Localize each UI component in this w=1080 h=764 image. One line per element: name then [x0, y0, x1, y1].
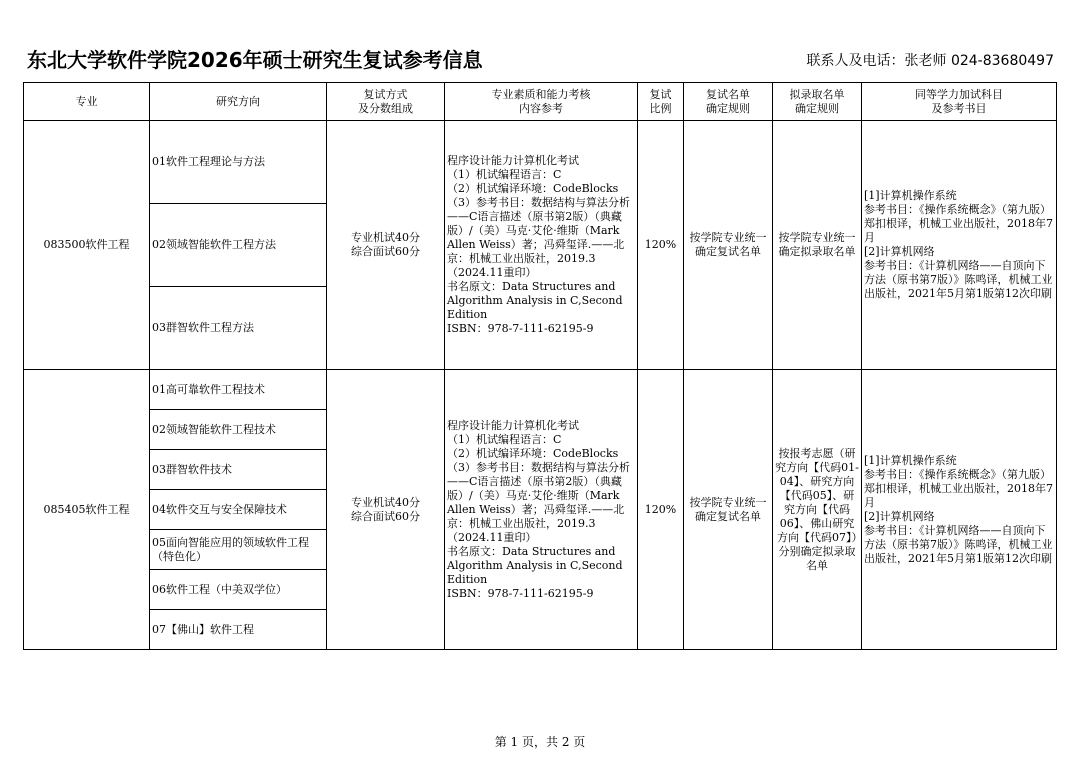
direction-cell: 04软件交互与安全保障技术: [150, 490, 327, 530]
extra-cell: [1]计算机操作系统 参考书目：《操作系统概念》（第九版）郑扣根译，机械工业出版社，2018年7月 [2]计算机网络 参考书目：《计算机网络——自顶向下方法（原书第7版）》陈鸣译，机械工业出版社，2021年5月第1版第12次印刷: [862, 370, 1057, 650]
method-cell: 专业机试40分 综合面试60分: [327, 370, 445, 650]
table-row: [24, 370, 1057, 410]
content-cell: 程序设计能力计算机化考试 （1）机试编程语言：C （2）机试编译环境：CodeBlocks （3）参考书目：数据结构与算法分析——C语言描述（原书第2版）（典藏版）/（美）马克·艾伦·维斯（Mark Allen Weiss）著；冯舜玺译.——北京：机械工业出版社，2019.3（2024.11重印） 书名原文：Data Structures and Algorithm Analysis in C,Second Edition ISBN：978-7-111-62195-9: [445, 121, 638, 370]
page-title: 东北大学软件学院2026年硕士研究生复试参考信息: [27, 48, 483, 72]
direction-cell: 03群智软件工程方法: [150, 287, 327, 370]
direction-cell: 03群智软件技术: [150, 450, 327, 490]
ratio-cell: 120%: [638, 370, 684, 650]
major-cell: 085405软件工程: [24, 370, 150, 650]
header-content: 专业素质和能力考核 内容参考: [445, 83, 638, 121]
admit-rule-cell: 按报考志愿（研究方向【代码01-04】、研究方向【代码05】、研究方向【代码06】、佛山研究方向【代码07】）分别确定拟录取名单: [773, 370, 862, 650]
direction-cell: 02领域智能软件工程技术: [150, 410, 327, 450]
page-footer: 第 1 页，共 2 页: [494, 735, 586, 749]
table-row: [24, 121, 1057, 204]
header-row: [24, 83, 1057, 121]
header-list-rule: 复试名单 确定规则: [684, 83, 773, 121]
list-rule-cell: 按学院专业统一确定复试名单: [684, 121, 773, 370]
content-cell: 程序设计能力计算机化考试 （1）机试编程语言：C （2）机试编译环境：CodeBlocks （3）参考书目：数据结构与算法分析——C语言描述（原书第2版）（典藏版）/（美）马克·艾伦·维斯（Mark Allen Weiss）著；冯舜玺译.——北京：机械工业出版社，2019.3（2024.11重印） 书名原文：Data Structures and Algorithm Analysis in C,Second Edition ISBN：978-7-111-62195-9: [445, 370, 638, 650]
direction-cell: 07【佛山】软件工程: [150, 610, 327, 650]
direction-cell: 01高可靠软件工程技术: [150, 370, 327, 410]
list-rule-cell: 按学院专业统一确定复试名单: [684, 370, 773, 650]
header-ratio: 复试 比例: [638, 83, 684, 121]
direction-cell: 06软件工程（中美双学位）: [150, 570, 327, 610]
ratio-cell: 120%: [638, 121, 684, 370]
header-major: 专业: [24, 83, 150, 121]
header-direction: 研究方向: [150, 83, 327, 121]
header-extra: 同等学力加试科目 及参考书目: [862, 83, 1057, 121]
admission-info-table: [23, 82, 1057, 650]
extra-cell: [1]计算机操作系统 参考书目：《操作系统概念》（第九版）郑扣根译，机械工业出版社，2018年7月 [2]计算机网络 参考书目：《计算机网络——自顶向下方法（原书第7版）》陈鸣译，机械工业出版社，2021年5月第1版第12次印刷: [862, 121, 1057, 370]
header-method: 复试方式 及分数组成: [327, 83, 445, 121]
direction-cell: 02领域智能软件工程方法: [150, 204, 327, 287]
method-cell: 专业机试40分 综合面试60分: [327, 121, 445, 370]
direction-cell: 01软件工程理论与方法: [150, 121, 327, 204]
contact-info: 联系人及电话：张老师 024-83680497: [806, 53, 1054, 69]
direction-cell: 05面向智能应用的领域软件工程（特色化）: [150, 530, 327, 570]
admit-rule-cell: 按学院专业统一确定拟录取名单: [773, 121, 862, 370]
major-cell: 083500软件工程: [24, 121, 150, 370]
header-admit-rule: 拟录取名单 确定规则: [773, 83, 862, 121]
